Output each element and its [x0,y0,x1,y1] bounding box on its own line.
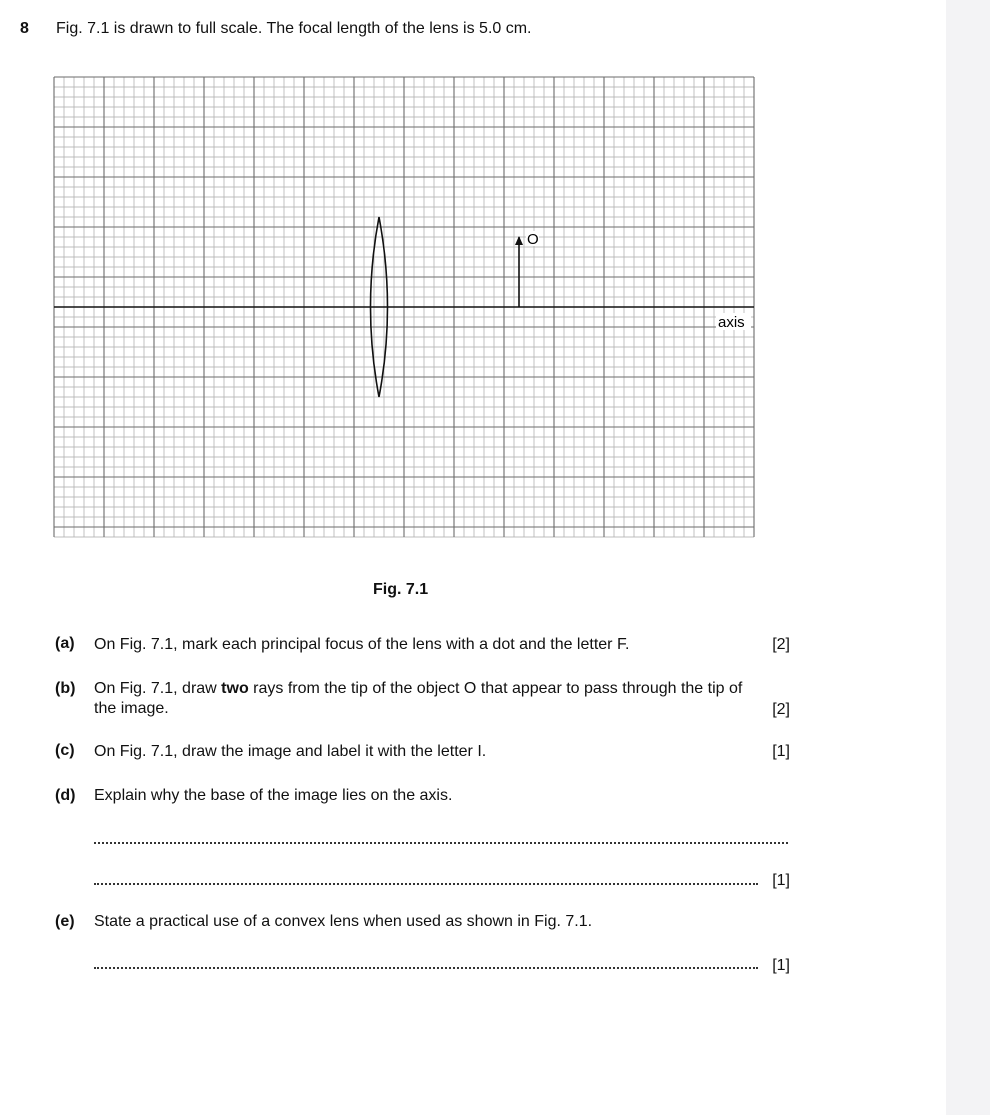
part-d-marks: [1] [772,872,790,889]
part-c-text: On Fig. 7.1, draw the image and label it with the letter I. [94,743,487,760]
part-b-letter: (b) [55,680,76,697]
part-e-text: State a practical use of a convex lens when used as shown in Fig. 7.1. [94,913,593,930]
question-stem: Fig. 7.1 is drawn to full scale. The focal length of the lens is 5.0 cm. [56,20,532,37]
part-d-letter: (d) [55,787,76,804]
object-label: O [527,231,539,248]
part-a-text: On Fig. 7.1, mark each principal focus of the lens with a dot and the letter F. [94,636,630,653]
answer-line-e[interactable] [94,967,758,969]
fig-7-1-grid [53,76,755,542]
answer-line-d-1[interactable] [94,842,788,844]
part-a-letter: (a) [55,635,75,652]
part-a-marks: [2] [772,636,790,653]
side-panel [946,0,990,1115]
figure-caption: Fig. 7.1 [373,581,429,598]
answer-line-d-2[interactable] [94,883,758,885]
question-number: 8 [20,20,29,37]
part-d-text: Explain why the base of the image lies on the axis. [94,787,453,804]
part-b-text: On Fig. 7.1, draw two rays from the tip of the object O that appear to pass through the tip of the image. [94,680,743,717]
part-c-marks: [1] [772,743,790,760]
object-arrow-head [515,236,523,245]
part-e-marks: [1] [772,957,790,974]
part-c-letter: (c) [55,742,75,759]
part-b-marks: [2] [772,701,790,718]
axis-label: axis [718,314,745,331]
part-e-letter: (e) [55,913,75,930]
